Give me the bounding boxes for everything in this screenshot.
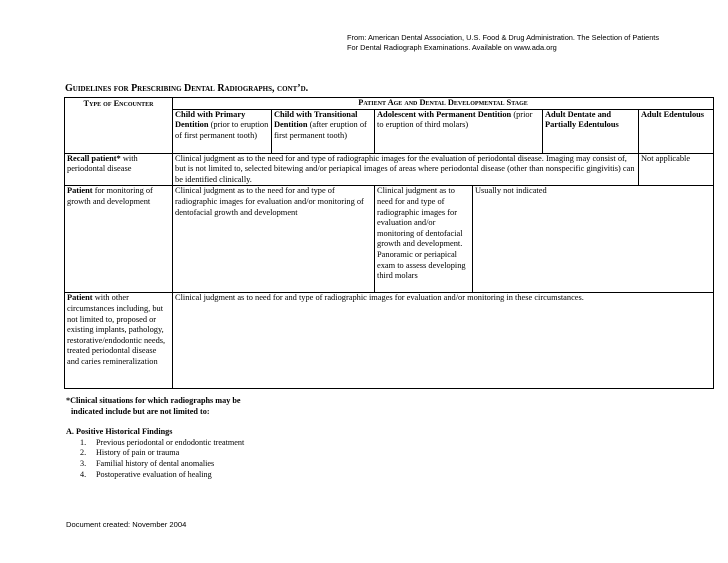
super-header-row: [65, 98, 714, 110]
section-a-label: A. Positive Historical Findings: [66, 427, 173, 437]
col-adult-edentulous-bold: Adult Edentulous: [641, 109, 705, 119]
col-child-transitional: [272, 109, 375, 153]
col-child-transitional-rest: (after eruption of first permanent tooth): [274, 120, 367, 140]
col-child-transitional-bold: Child with Transitional Dentition: [274, 109, 358, 130]
source-citation: [347, 33, 722, 53]
list-item: [66, 438, 366, 449]
encounter-header-cell: [65, 98, 173, 154]
clinical-situations-notes: [66, 396, 366, 480]
row-growth-adult: Usually not indicated: [473, 186, 714, 293]
list-item-number: 4.: [80, 469, 87, 479]
list-item: [66, 470, 366, 481]
col-child-primary-rest: (prior to eruption of first permanent tooth): [175, 120, 269, 140]
list-item-number: 2.: [80, 448, 87, 458]
guidelines-table: [64, 97, 714, 389]
list-item-number: 3.: [80, 458, 87, 468]
row-growth: [65, 186, 714, 293]
row-recall-text: Clinical judgment as to the need for and type of radiographic images for the evaluation of periodontal disease. Imaging may consist of, but is not limited to, selected bitewing and/or periapical images of areas where periodontal disease (other than nonspecific gingivitis) can be identified clinically.: [173, 153, 639, 186]
row-recall-label: [65, 153, 173, 186]
list-item: [66, 448, 366, 459]
col-adult-edentulous: [639, 109, 714, 153]
notes-heading-line-1: *Clinical situations for which radiographs may be: [66, 396, 241, 405]
list-item-text: History of pain or trauma: [96, 448, 180, 458]
list-item-text: Familial history of dental anomalies: [96, 458, 215, 468]
row-other: [65, 293, 714, 389]
row-growth-child: Clinical judgment as to the need for and type of radiographic images for evaluation and/or monitoring of dentofacial growth and development: [173, 186, 375, 293]
col-adolescent: [375, 109, 543, 153]
col-child-primary: [173, 109, 272, 153]
list-item: [66, 459, 366, 470]
col-adolescent-bold: Adolescent with Permanent Dentition: [377, 109, 512, 119]
document-title: Guidelines for Prescribing Dental Radiographs, cont’d.: [65, 83, 309, 94]
row-other-label-rest: with other circumstances including, but not limited to, proposed or existing implants, pathology, restorative/endodontic needs, treated periodontal disease and caries remineralization: [67, 293, 166, 366]
list-item-text: Previous periodontal or endodontic treatment: [96, 437, 245, 447]
row-other-label: [65, 293, 173, 389]
super-header: Patient Age and Dental Developmental Stage: [358, 98, 528, 107]
col-child-primary-bold: Child with Primary Dentition: [175, 109, 246, 130]
notes-heading-line-2: indicated include but are not limited to:: [71, 406, 210, 416]
col-adult-dentate-bold: Adult Dentate and Partially Edentulous: [545, 109, 619, 130]
row-recall: [65, 153, 714, 186]
super-header-cell: [173, 98, 714, 110]
encounter-header: Type of Encounter: [83, 99, 154, 108]
document-footer: Document created: November 2004: [66, 520, 187, 529]
col-adult-dentate: [543, 109, 639, 153]
row-growth-label-bold: Patient: [67, 186, 93, 196]
row-recall-label-rest: with periodontal disease: [67, 153, 138, 174]
row-recall-edentulous: Not applicable: [639, 153, 714, 186]
list-item-text: Postoperative evaluation of healing: [96, 469, 212, 479]
row-other-label-bold: Patient: [67, 293, 93, 303]
row-recall-label-bold: Recall patient*: [67, 153, 121, 163]
row-other-text: Clinical judgment as to need for and type of radiographic images for evaluation and/or monitoring in these circumstances.: [173, 293, 714, 389]
row-growth-label: [65, 186, 173, 293]
col-adolescent-rest: (prior to eruption of third molars): [377, 109, 533, 130]
list-item-number: 1.: [80, 437, 87, 447]
source-line-1: From: American Dental Association, U.S. Food & Drug Administration. The Selection of Patients: [347, 33, 660, 42]
row-growth-adolescent: Clinical judgment as to need for and type of radiographic images for evaluation and/or monitoring of dentofacial growth and development. Panoramic or periapical exam to assess developing third molars: [375, 186, 473, 293]
source-line-2: For Dental Radiograph Examinations. Available on www.ada.org: [347, 43, 557, 52]
row-growth-label-rest: for monitoring of growth and development: [67, 186, 153, 206]
